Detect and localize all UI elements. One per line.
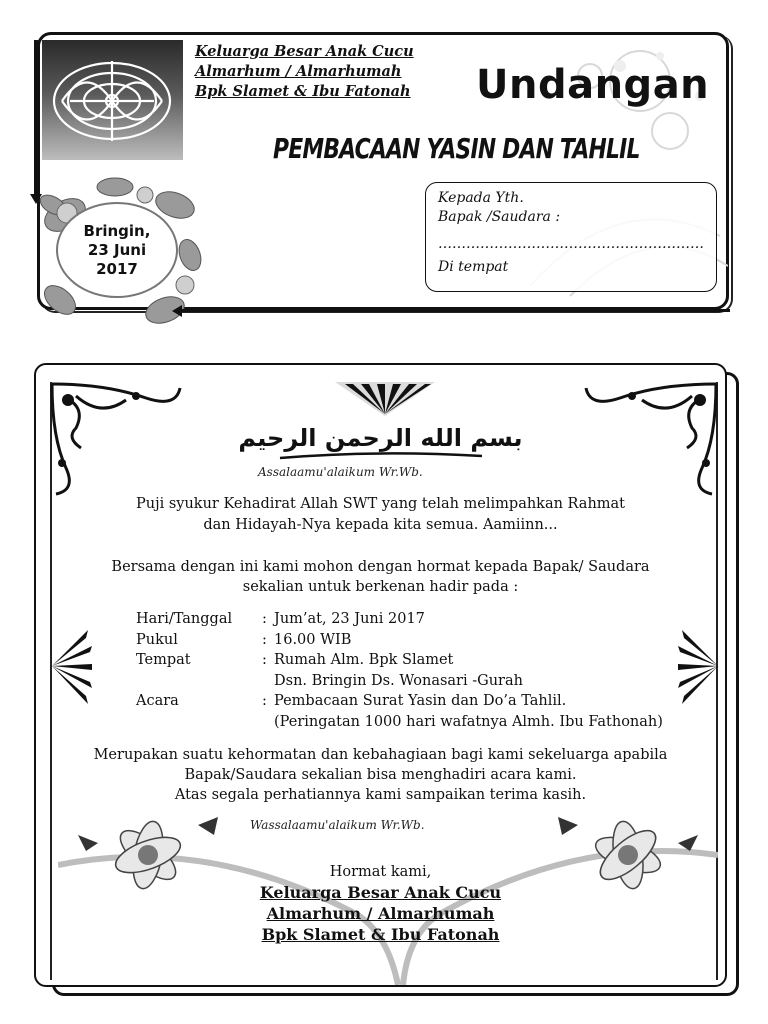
detail-row bbox=[136, 650, 696, 671]
closing-line: Merupakan suatu kehormatan dan kebahagiaan bagi kami sekeluarga apabila bbox=[93, 747, 668, 763]
detail-row bbox=[136, 630, 696, 651]
address-blank-line: ………………………………………………… bbox=[438, 236, 704, 252]
closing-line: Atas segala perhatiannya kami sampaikan terima kasih. bbox=[174, 787, 587, 803]
detail-row bbox=[136, 609, 696, 630]
address-line: Bapak /Saudara : bbox=[438, 209, 561, 225]
detail-value: 16.00 WIB bbox=[274, 631, 352, 648]
detail-value: Jum’at, 23 Juni 2017 bbox=[274, 611, 425, 627]
detail-value: Dsn. Bringin Ds. Wonasari -Gurah bbox=[274, 672, 523, 689]
cover-date-badge bbox=[58, 204, 176, 296]
request-line: sekalian untuk berkenan hadir pada : bbox=[242, 579, 519, 595]
detail-label: Acara bbox=[136, 693, 179, 709]
cover-family-line: Keluarga Besar Anak Cucu bbox=[195, 43, 414, 60]
detail-value: Rumah Alm. Bpk Slamet bbox=[274, 652, 454, 668]
detail-value: (Peringatan 1000 hari wafatnya Almh. Ibu Fathonah) bbox=[274, 713, 663, 730]
address-box bbox=[425, 182, 717, 292]
address-line: Kepada Yth. bbox=[438, 190, 524, 206]
sunburst-left-icon bbox=[52, 624, 92, 708]
detail-value: Pembacaan Surat Yasin dan Do’a Tahlil. bbox=[274, 693, 567, 709]
signature-line: Bpk Slamet & Ibu Fatonah bbox=[261, 925, 500, 944]
calligraphy-flourish-icon bbox=[276, 430, 486, 464]
arrow-left-icon bbox=[172, 305, 182, 317]
cover-family-lines bbox=[195, 42, 455, 102]
detail-row bbox=[136, 671, 696, 692]
detail-colon: : bbox=[262, 631, 267, 648]
intro-line: Puji syukur Kehadirat Allah SWT yang telah melimpahkan Rahmat bbox=[135, 496, 626, 512]
cover-date-place: Bringin, bbox=[83, 221, 151, 240]
cover-date-day: 23 Juni bbox=[87, 240, 147, 259]
detail-colon: : bbox=[262, 652, 267, 668]
detail-label bbox=[136, 671, 262, 692]
signature-block bbox=[34, 862, 727, 945]
detail-label: Hari/Tanggal bbox=[136, 611, 233, 627]
cover-family-line: Almarhum / Almarhumah bbox=[195, 63, 402, 80]
cover-event-title: PEMBACAAN YASIN DAN TAHLIL bbox=[273, 132, 640, 165]
address-line: Di tempat bbox=[438, 259, 509, 275]
signature-line: Almarhum / Almarhumah bbox=[266, 904, 495, 923]
detail-row bbox=[136, 712, 696, 733]
sunburst-top-icon bbox=[335, 380, 435, 416]
event-details bbox=[136, 609, 696, 732]
request-line: Bersama dengan ini kami mohon dengan hormat kepada Bapak/ Saudara bbox=[111, 559, 650, 575]
cover-family-line: Bpk Slamet & Ibu Fatonah bbox=[195, 83, 411, 100]
detail-label bbox=[136, 712, 262, 733]
detail-label: Pukul bbox=[136, 631, 178, 648]
detail-label: Tempat bbox=[136, 652, 191, 668]
cover-date-year: 2017 bbox=[96, 259, 138, 278]
detail-colon: : bbox=[262, 611, 267, 627]
cover-bottom-rule bbox=[182, 309, 730, 312]
basmalah-calligraphy: بسم الله الرحمن الرحيم bbox=[238, 424, 523, 452]
intro-line: dan Hidayah-Nya kepada kita semua. Aamiinn... bbox=[203, 517, 558, 533]
ornament-motif-icon bbox=[42, 44, 183, 159]
signature-line: Keluarga Besar Anak Cucu bbox=[259, 883, 502, 902]
closing-line: Bapak/Saudara sekalian bisa menghadiri acara kami. bbox=[184, 767, 577, 783]
farewell-salam: Wassalaamu'alaikum Wr.Wb. bbox=[250, 818, 425, 832]
greeting-salam: Assalaamu'alaikum Wr.Wb. bbox=[258, 465, 423, 479]
detail-row bbox=[136, 691, 696, 712]
cover-title: Undangan bbox=[476, 62, 710, 108]
detail-colon: : bbox=[262, 693, 267, 709]
regards-text: Hormat kami, bbox=[329, 864, 432, 880]
